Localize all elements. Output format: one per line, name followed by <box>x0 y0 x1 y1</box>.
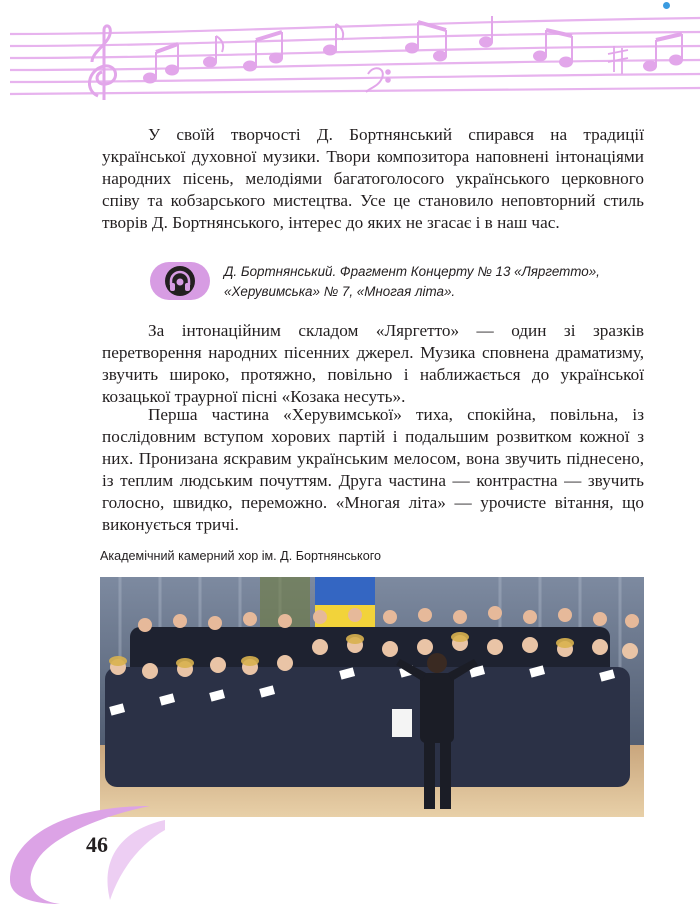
corner-swirl-decoration <box>0 800 170 906</box>
photo-caption: Академічний камерний хор ім. Д. Бортнянського <box>100 549 382 563</box>
paragraph-intro: У своїй творчості Д. Бортнянський спирався на традиції української духовної музики. Твори композитора наповнені інтонаціями народних пісень, мелодіями багатоголосого українського церковного співу та кобзарського мистецтва. Усе це становило неповторний стиль творів Д. Бортнянського, інтерес до яких не згасає і в наш час. <box>102 125 644 232</box>
paragraph-kheruvymska: Перша частина «Херувимської» тиха, спокійна, повільна, із послідовним вступом хорових партій і подальшим розвитком кожної з них. Пронизана яскравим українським мелосом, вона звучить піднесено, із теплим людським почуттям. Друга частина — контрастна — звучить голосно, швидко, переможно. «Многая літа» — урочисте вітання, що виконується тричі. <box>102 405 644 534</box>
headphones-icon <box>164 265 196 297</box>
music-staff-decoration <box>0 0 700 110</box>
choir-photo <box>100 577 644 817</box>
listening-caption <box>224 262 654 302</box>
paragraph-lyargetto: За інтонаційним складом «Ляргетто» — один зі зразків перетворення народних пісенних джерел. Музика сповнена драматизму, звучить широко, протяжно, повільно і наближається до української козацької траурної пісні «Козака несуть». <box>102 321 644 406</box>
listening-badge <box>150 262 210 300</box>
listening-line-1: Д. Бортнянський. Фрагмент Концерту № 13 «Ляргетто», <box>224 264 600 279</box>
publisher-logo <box>663 2 699 12</box>
listening-line-2: «Херувимська» № 7, «Многая літа». <box>224 284 456 299</box>
page-number: 46 <box>86 832 108 857</box>
